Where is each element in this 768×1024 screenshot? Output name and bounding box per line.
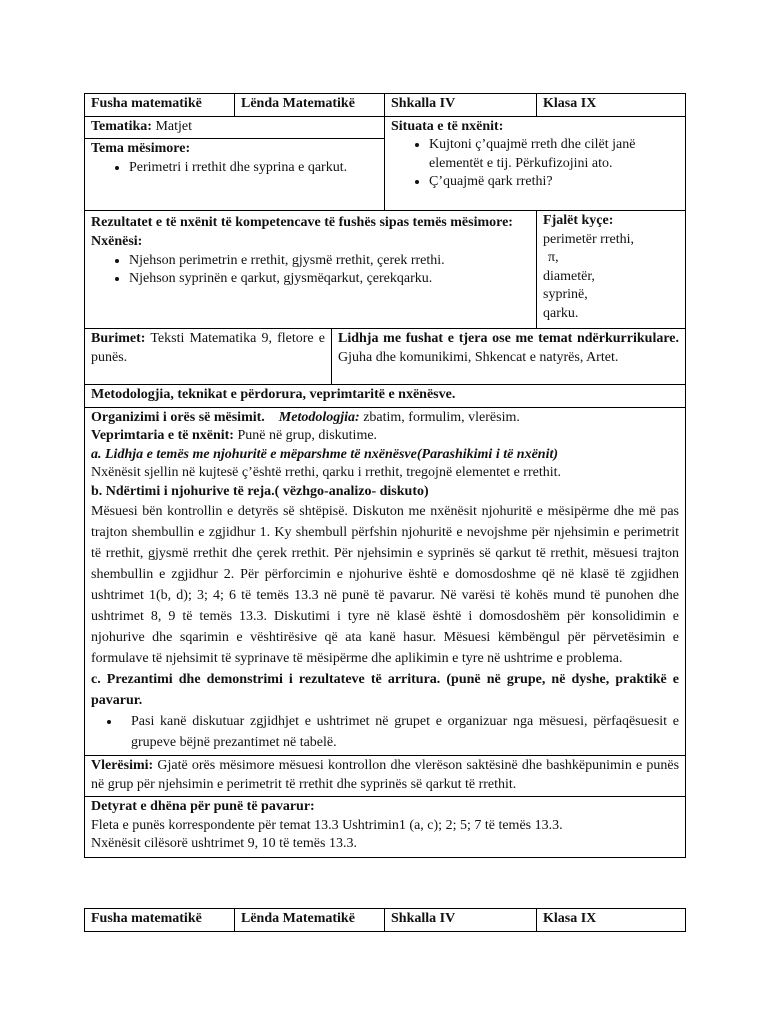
- burimet-value: Teksti Matematika 9, fletore e punës.: [91, 331, 326, 365]
- tematika-row: [85, 116, 686, 139]
- next-page-header-table: [84, 908, 686, 932]
- section-a-title: a. Lidhja e temës me njohuritë e mëparshme të nxënësve(Parashikimi i të nxënit): [91, 446, 559, 462]
- detyrat-cell: [85, 797, 686, 858]
- burimet-row: [85, 329, 686, 385]
- metodologjia-label: Metodologjia:: [278, 409, 360, 425]
- metodologjia-value: zbatim, formulim, vlerësim.: [363, 409, 520, 425]
- rezultatet-cell: [85, 211, 537, 329]
- lidhja-label: Lidhja me fushat e tjera ose me temat ndërkurrikulare.: [338, 331, 680, 346]
- section-c-item: • Pasi kanë diskutuar zgjidhjet e ushtrimet në grupet e organizuar nga mësuesi, përfaqësuesit e grupeve bëjnë prezantimet në tabelë.: [121, 711, 679, 753]
- tema-list: [91, 159, 378, 178]
- activity-row: [85, 407, 686, 756]
- situata-item: • Kujtoni ç’quajmë rreth dhe cilët janë elementët e tij. Përkufizojini ato.: [429, 136, 679, 173]
- fjale-kyce: perimetër rrethi,: [543, 231, 634, 247]
- organizimi-line: [91, 409, 679, 428]
- shkalla-cell: Shkalla IV: [385, 909, 537, 932]
- section-b-text: Mësuesi bën kontrollin e detyrës së shtëpisë. Diskuton me nxënësit njohuritë e mësipërme dhe më pas trajton shembullin e zgjidhur 1. Ky shembull përfshin njohuritë e nevojshme për njehsimin e perimetrit të rrethit, gjysmë rrethit dhe çerek rrethit. Për njehsimin e syprinës së qarkut të rrethit, mësuesi trajton shembullin e zgjidhur 2. Për përforcimin e njohurive është e domosdoshme që në klasë të zgjidhen ushtrimet 1(b, d); 3; 4; 6 të temës 13.3 në punë të pavarur. Në varësi të kohës mund të punohen dhe ushtrimet 8, 9 të temës 13.3. Diskutimi i tyre në klasë është i domosdoshëm për konsolidimin e njohurive dhe sqarimin e vështirësive që ata kanë hasur. Mësuesi këmbëngul për përvetësimin e formulave të njehsimit të syprinave të mësipërme dhe aplikimin e tyre në ushtrime e problema.: [91, 504, 680, 666]
- fjale-kyce: qarku.: [543, 305, 579, 321]
- situata-item: • Ç’quajmë qark rrethi?: [429, 173, 679, 192]
- lesson-plan-table: [84, 93, 686, 858]
- veprimtaria-value: Punë në grup, diskutime.: [237, 428, 378, 443]
- shkalla-cell: Shkalla IV: [385, 94, 537, 117]
- metodologjia-title: Metodologjia, teknikat e përdorura, veprimtaritë e nxënësve.: [85, 385, 686, 408]
- klasa-cell: Klasa IX: [537, 909, 686, 932]
- veprimtaria-line: [91, 427, 679, 446]
- vleresimi-row: [85, 756, 686, 797]
- klasa-cell: Klasa IX: [537, 94, 686, 117]
- burimet-cell: [85, 329, 332, 385]
- vleresimi-value: Gjatë orës mësimore mësuesi kontrollon dhe vlerëson saktësinë dhe bashkëpunimin e punës në grup për njehsimin e perimetrit të rrethit dhe syprinës së qarkut të rrethit.: [91, 758, 680, 792]
- situata-list: [391, 136, 679, 192]
- header-row-2: [85, 909, 686, 932]
- burimet-label: Burimet:: [91, 331, 146, 346]
- fusha-cell: Fusha matematikë: [85, 909, 235, 932]
- rezultatet-item: • Njehson syprinën e qarkut, gjysmëqarkut, çerekqarku.: [129, 270, 530, 289]
- lidhja-value: Gjuha dhe komunikimi, Shkencat e natyrës, Artet.: [338, 349, 619, 365]
- situata-label: Situata e të nxënit:: [391, 118, 504, 134]
- tematika-value: Matjet: [155, 118, 192, 134]
- rezultatet-item: • Njehson perimetrin e rrethit, gjysmë rrethit, çerek rrethi.: [129, 252, 530, 271]
- detyrat-line: Nxënësit cilësorë ushtrimet 9, 10 të temës 13.3.: [91, 836, 357, 851]
- organizimi-label: Organizimi i orës së mësimit.: [91, 409, 265, 425]
- fjalet-label: Fjalët kyçe:: [543, 213, 614, 228]
- section-c-title: c. Prezantimi dhe demonstrimi i rezultateve të arritura. (punë në grupe, në dyshe, praktikë e pavarur.: [91, 672, 680, 708]
- section-c-list: [91, 711, 679, 753]
- lidhja-cell: [332, 329, 686, 385]
- metodologjia-row: [85, 385, 686, 408]
- situata-cell: [385, 116, 686, 211]
- fusha-cell: Fusha matematikë: [85, 94, 235, 117]
- header-row: [85, 94, 686, 117]
- fjale-kyce: π,: [548, 250, 559, 265]
- detyrat-row: [85, 797, 686, 858]
- activity-cell: [85, 407, 686, 756]
- nxenesi-label: Nxënësi:: [91, 234, 143, 249]
- tematika-label: Tematika:: [91, 118, 152, 134]
- detyrat-line: Fleta e punës korrespondente për temat 13.3 Ushtrimin1 (a, c); 2; 5; 7 të temës 13.3.: [91, 817, 563, 833]
- veprimtaria-label: Veprimtaria e të nxënit:: [91, 428, 234, 443]
- section-a-text: Nxënësit sjellin në kujtesë ç’është rrethi, qarku i rrethit, tregojnë elementet e rrethit.: [91, 465, 561, 480]
- lenda-cell: Lënda Matematikë: [235, 94, 385, 117]
- fjale-kyce: diametër,: [543, 268, 595, 284]
- vleresimi-cell: [85, 756, 686, 797]
- tematika-cell: [85, 116, 385, 139]
- lenda-cell: Lënda Matematikë: [235, 909, 385, 932]
- fjalet-cell: [537, 211, 686, 329]
- tema-item: • Perimetri i rrethit dhe syprina e qarkut.: [129, 159, 378, 178]
- section-b-title: b. Ndërtimi i njohurive të reja.( vëzhgo-analizo- diskuto): [91, 483, 429, 499]
- vleresimi-label: Vlerësimi:: [91, 758, 154, 773]
- rezultatet-label: Rezultatet e të nxënit të kompetencave të fushës sipas temës mësimore:: [91, 215, 513, 230]
- tema-cell: [85, 139, 385, 211]
- detyrat-label: Detyrat e dhëna për punë të pavarur:: [91, 799, 315, 814]
- tema-label: Tema mësimore:: [91, 141, 191, 156]
- rezultatet-row: [85, 211, 686, 329]
- rezultatet-list: [91, 252, 530, 289]
- fjale-kyce: syprinë,: [543, 287, 588, 302]
